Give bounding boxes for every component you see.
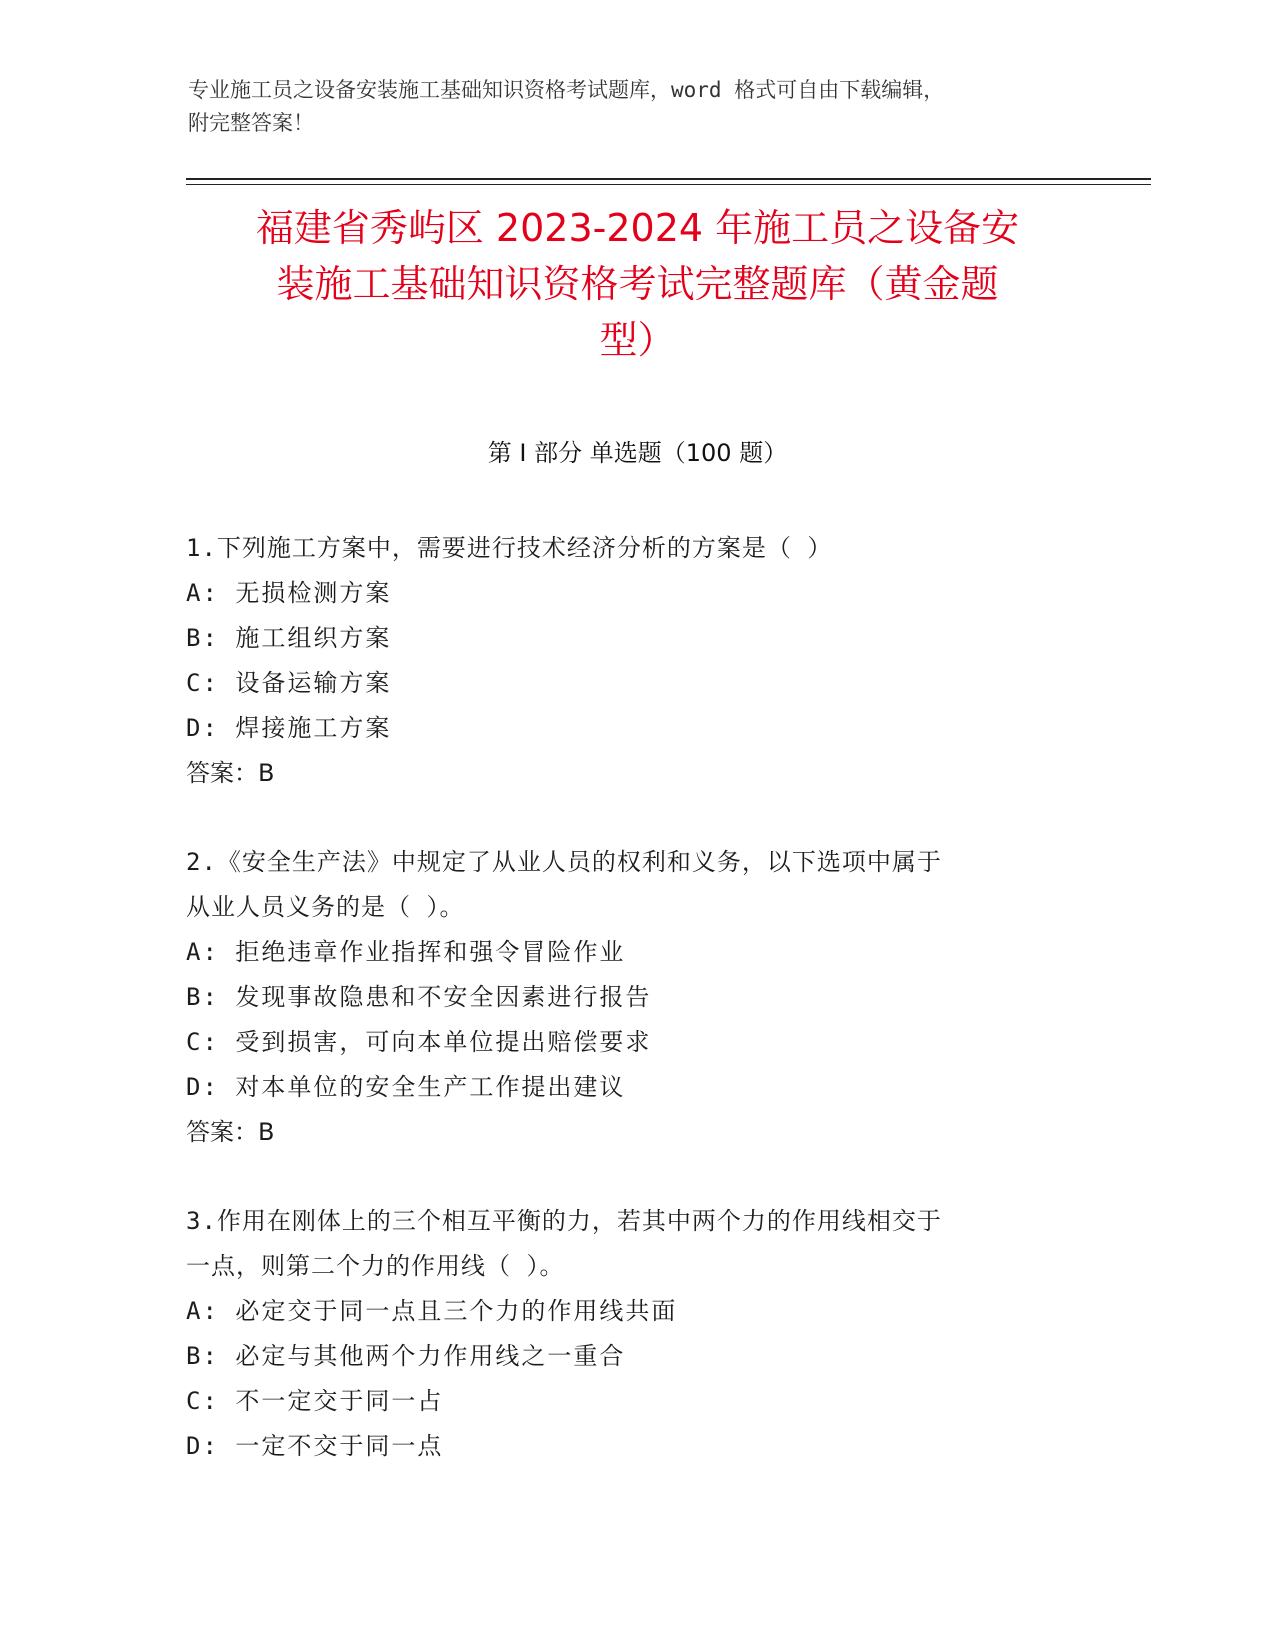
question-stem-line-1: 3.作用在刚体上的三个相互平衡的力，若其中两个力的作用线相交于 <box>186 1207 942 1235</box>
option-d: D: 对本单位的安全生产工作提出建议 <box>186 1073 626 1101</box>
header-divider-thin <box>186 184 1151 185</box>
question-1 <box>186 526 1066 796</box>
option-b: B: 发现事故隐患和不安全因素进行报告 <box>186 983 652 1011</box>
option-c: C: 设备运输方案 <box>186 669 392 697</box>
header-note <box>188 74 1088 140</box>
option-b: B: 必定与其他两个力作用线之一重合 <box>186 1342 626 1370</box>
question-2 <box>186 840 1066 1155</box>
answer-label: 答案：B <box>186 1118 275 1146</box>
question-3 <box>186 1199 1066 1469</box>
header-note-line-1: 专业施工员之设备安装施工基础知识资格考试题库，word 格式可自由下载编辑， <box>188 78 945 102</box>
option-a: A: 无损检测方案 <box>186 579 392 607</box>
question-stem: 1.下列施工方案中，需要进行技术经济分析的方案是（ ） <box>186 534 833 562</box>
option-a: A: 必定交于同一点且三个力的作用线共面 <box>186 1297 678 1325</box>
header-note-line-2: 附完整答案！ <box>188 111 314 135</box>
document-title-line-3: 型） <box>599 318 676 362</box>
question-stem-line-2: 一点，则第二个力的作用线（ ）。 <box>186 1252 565 1280</box>
section-heading: 第 I 部分 单选题（100 题） <box>487 439 788 467</box>
document-title-line-1: 福建省秀屿区 2023-2024 年施工员之设备安 <box>255 206 1020 250</box>
question-stem-line-2: 从业人员义务的是（ ）。 <box>186 893 465 921</box>
option-c: C: 受到损害，可向本单位提出赔偿要求 <box>186 1028 652 1056</box>
option-d: D: 焊接施工方案 <box>186 714 392 742</box>
question-list <box>186 526 1066 1513</box>
answer-label: 答案：B <box>186 759 275 787</box>
document-title-line-2: 装施工基础知识资格考试完整题库（黄金题 <box>276 262 999 306</box>
option-c: C: 不一定交于同一占 <box>186 1387 444 1415</box>
question-stem-line-1: 2.《安全生产法》中规定了从业人员的权利和义务，以下选项中属于 <box>186 848 942 876</box>
option-d: D: 一定不交于同一点 <box>186 1432 444 1460</box>
option-b: B: 施工组织方案 <box>186 624 392 652</box>
option-a: A: 拒绝违章作业指挥和强令冒险作业 <box>186 938 626 966</box>
header-divider-thick <box>186 178 1151 180</box>
document-title <box>150 200 1125 368</box>
